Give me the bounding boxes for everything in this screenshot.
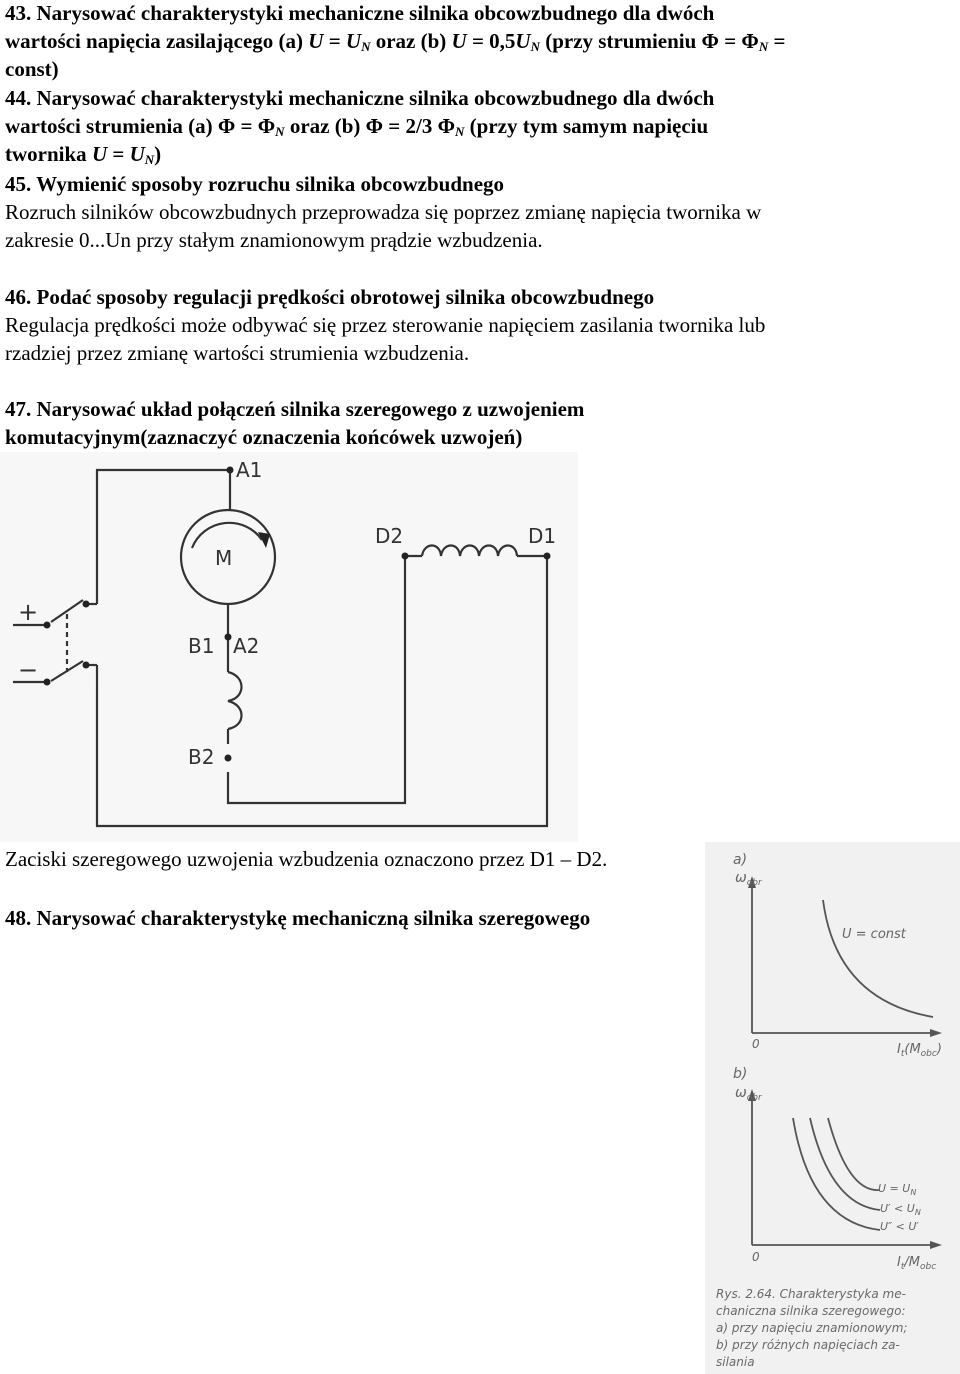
label-plus: + [18,598,39,626]
q43-line-3: const) [5,57,59,81]
label-b2: B2 [188,745,215,769]
q43-line-1: 43. Narysować charakterystyki mechaniczne silnika obcowzbudnego dla dwóch [5,1,715,25]
q46-answer-line-2: rzadziej przez zmianę wartości strumienia wzbudzenia. [5,341,470,365]
figure-caption-line-2: chaniczna silnika szeregowego: [716,1304,906,1318]
panel-b-y-label: $\omega_{obr}$ [735,1085,762,1103]
q47-title-line-2: komutacyjnym(zaznaczyć oznaczenia końcówek uzwojeń) [5,425,523,449]
label-b1: B1 [188,634,215,658]
panel-b-x-label: $I_t/M_{obc}$ [897,1255,937,1272]
panel-a-x-label: $I_t(M_{obc})$ [897,1042,942,1059]
q45-answer-line-2: zakresie 0...Un przy stałym znamionowym prądzie wzbudzenia. [5,228,543,252]
label-motor: M [215,546,233,570]
panel-b-note-u-prime: $U' < U_N$ [880,1202,921,1217]
q46-answer-line-1: Regulacja prędkości może odbywać się przez sterowanie napięciem zasilania twornika lub [5,313,766,337]
panel-a-y-label: $\omega_{obr}$ [735,870,762,888]
label-a1: A1 [236,458,263,482]
q47-title-line-1: 47. Narysować układ połączeń silnika szeregowego z uzwojeniem [5,397,585,421]
label-d2: D2 [375,524,404,548]
panel-b-note-u-double-prime: U″ < U′ [880,1220,919,1233]
q48-title: 48. Narysować charakterystykę mechaniczną silnika szeregowego [5,906,591,930]
panel-a-note: U = const [842,927,906,942]
q43-line-2: wartości napięcia zasilającego (a) $U = U_N$ oraz (b) $U = 0,5U_N$ (przy strumieniu $\Phi = \Phi_N$ = [5,29,786,54]
figure-caption-line-3: a) przy napięciu znamionowym; [716,1321,908,1335]
q44-line-1: 44. Narysować charakterystyki mechaniczne silnika obcowzbudnego dla dwóch [5,86,715,110]
q45-answer-line-1: Rozruch silników obcowzbudnych przeprowadza się poprzez zmianę napięcia twornika w [5,200,762,224]
label-a2: A2 [233,634,260,658]
panel-b-label: b) [733,1066,748,1082]
q47-note: Zaciski szeregowego uzwojenia wzbudzenia oznaczono przez D1 – D2. [5,847,608,871]
figure-caption-line-5: silania [716,1355,755,1369]
figure-caption-line-1: Rys. 2.64. Charakterystyka me- [716,1287,906,1301]
q44-line-2: wartości strumienia (a) $\Phi = \Phi_N$ oraz (b) Φ = 2/3 $\Phi_N$ (przy tym samym napięciu [5,114,709,139]
q44-line-3: twornika $U = U_N$) [5,142,162,167]
panel-a-label: a) [733,852,748,868]
label-d1: D1 [528,524,557,548]
q46-title: 46. Podać sposoby regulacji prędkości obrotowej silnika obcowzbudnego [5,285,655,309]
panel-b-origin: 0 [752,1250,760,1264]
panel-a-origin: 0 [752,1037,760,1051]
panel-b-note-un: $U = U_N$ [878,1182,917,1197]
q45-title: 45. Wymienić sposoby rozruchu silnika obcowzbudnego [5,172,505,196]
label-minus: − [18,656,39,684]
figure-caption-line-4: b) przy różnych napięciach za- [716,1338,900,1352]
